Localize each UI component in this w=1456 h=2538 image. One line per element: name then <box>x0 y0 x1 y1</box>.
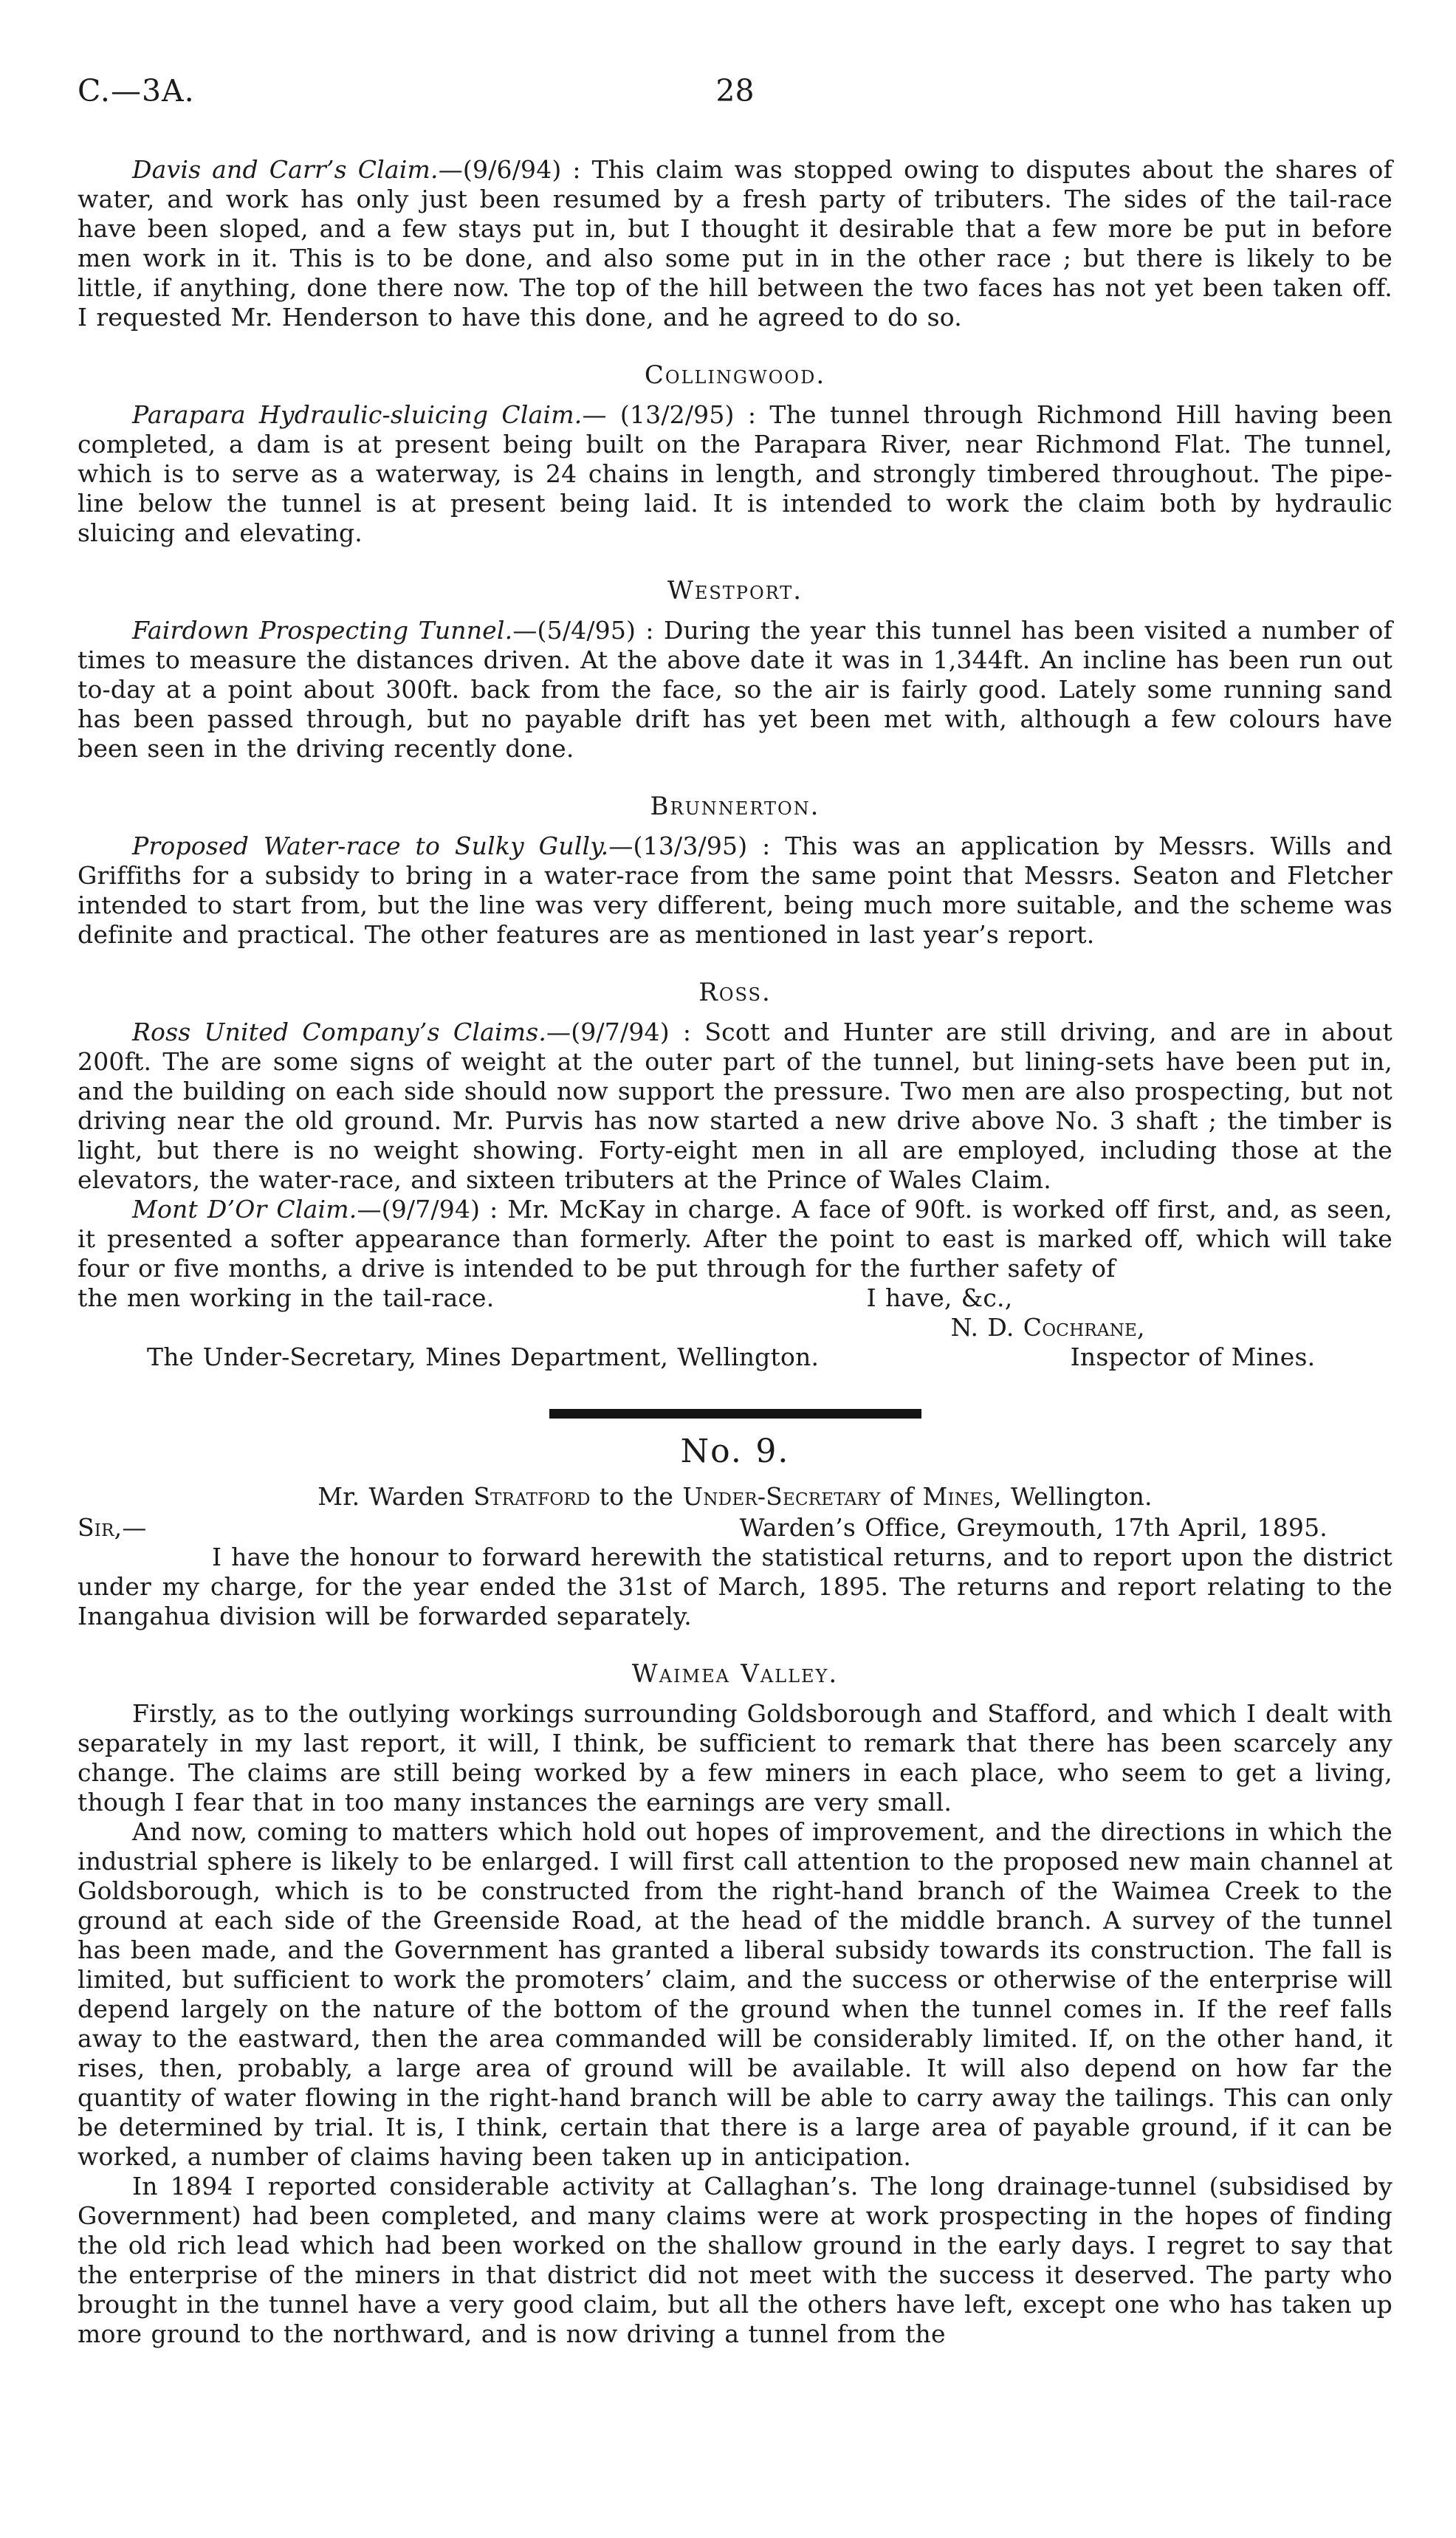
plain-text: ,— <box>114 1513 147 1542</box>
addressee: The Under-Secretary, Mines Department, Wellington. <box>147 1342 820 1371</box>
paragraph: I have the honour to forward herewith the statistical returns, and to report upon the district under my charge, for the year ended the 31st of March, 1895. The returns and report relating to the Inangahua division will be forwarded separately. <box>78 1543 1393 1630</box>
plain-text: Mr. Warden <box>317 1482 474 1511</box>
signature-title: Inspector of Mines. <box>1070 1342 1316 1371</box>
section-heading: Waimea Valley. <box>631 1659 839 1689</box>
section-heading: Collingwood. <box>644 360 826 390</box>
claim-name: Fairdown Prospecting Tunnel. <box>132 616 513 645</box>
section-heading: Ross. <box>698 978 772 1007</box>
section-heading: Westport. <box>667 576 803 606</box>
signoff-row <box>78 1283 1393 1313</box>
paragraph: Proposed Water-race to Sulky Gully.—(13/3/95) : This was an application by Messrs. Wills and Griffiths for a subsidy to bring in a water-race from the same point that Messrs. Seaton and Fletcher intended to start from, but the line was very different, being much more suitable, and the scheme was definite and practical. The other features are as mentioned in last year’s report. <box>78 831 1393 949</box>
paragraph-last-line: the men working in the tail-race. <box>78 1283 495 1312</box>
valediction: I have, &c., <box>866 1283 1013 1312</box>
plain-text: to the <box>590 1482 683 1511</box>
claim-name: Proposed Water-race to Sulky Gully. <box>132 831 609 860</box>
signature-name <box>951 1313 1393 1342</box>
document-byline <box>78 1482 1393 1512</box>
claim-name: Ross United Company’s Claims. <box>132 1018 547 1046</box>
smallcaps-text: Under-Secretary <box>682 1482 881 1511</box>
paragraph: And now, coming to matters which hold out hopes of improvement, and the directions in which the industrial sphere is likely to be enlarged. I will first call attention to the proposed new main channel at Goldsborough, which is to be constructed from the right-hand branch of the Waimea Creek to the ground at each side of the Greenside Road, at the head of the middle branch. A survey of the tunnel has been made, and the Government has granted a liberal subsidy towards its construction. The fall is limited, but sufficient to work the promoters’ claim, and the success or otherwise of the enterprise will depend largely on the nature of the bottom of the ground when the tunnel comes in. If the reef falls away to the eastward, then the area commanded will be considerably limited. If, on the other hand, it rises, then, probably, a large area of ground will be available. It will also depend on how far the quantity of water flowing in the right-hand branch will be able to carry away the tailings. This can only be determined by trial. It is, I think, certain that there is a large area of payable ground, if it can be worked, a number of claims having been taken up in anticipation. <box>78 1817 1393 2171</box>
smallcaps-text: Sir <box>78 1513 114 1542</box>
running-head <box>78 72 1393 114</box>
document-content <box>78 155 1393 2349</box>
claim-name: Parapara Hydraulic-sluicing Claim. <box>132 400 583 429</box>
page-number: 28 <box>715 73 755 109</box>
plain-text: N. D. <box>950 1313 1023 1342</box>
paragraph: Ross United Company’s Claims.—(9/7/94) : Scott and Hunter are still driving, and are in about 200ft. The are some signs of weight at the outer part of the tunnel, but lining-sets have been put in, and the building on each side should now support the pressure. Two men are also prospecting, but not driving near the old ground. Mr. Purvis has now started a new drive above No. 3 shaft ; the timber is light, but there is no weight showing. Forty-eight men in all are employed, including those at the elevators, the water-race, and sixteen tributers at the Prince of Wales Claim. <box>78 1018 1393 1194</box>
smallcaps-text: Stratford <box>473 1482 591 1511</box>
paragraph: Fairdown Prospecting Tunnel.—(5/4/95) : During the year this tunnel has been visited a number of times to measure the distances driven. At the above date it was in 1,344ft. An incline has been run out to-day at a point about 300ft. back from the face, so the air is fairly good. Lately some running sand has been passed through, but no payable drift has yet been met with, although a few colours have been seen in the driving recently done. <box>78 616 1393 763</box>
salutation <box>78 1513 147 1543</box>
paragraph: Firstly, as to the outlying workings surrounding Goldsborough and Stafford, and which I dealt with separately in my last report, it will, I think, be sufficient to remark that there has been scarcely any change. The claims are still being worked by a few miners in each place, who seem to get a living, though I fear that in too many instances the earnings are very small. <box>78 1699 1393 1817</box>
section-divider-rule <box>549 1409 921 1419</box>
smallcaps-text: Cochrane <box>1023 1313 1137 1342</box>
office-dateline: Warden’s Office, Greymouth, 17th April, 1895. <box>739 1513 1328 1542</box>
paragraph: In 1894 I reported considerable activity at Callaghan’s. The long drainage-tunnel (subsidised by Government) had been completed, and many claims were at work prospecting in the hopes of finding the old rich lead which had been worked on the shallow ground in the early days. I regret to say that the enterprise of the miners in that district did not meet with the success it deserved. The party who brought in the tunnel have a very good claim, but all the others have left, except one who has taken up more ground to the northward, and is now driving a tunnel from the <box>78 2172 1393 2348</box>
paragraph: Mont D’Or Claim.—(9/7/94) : Mr. McKay in charge. A face of 90ft. is worked off first, and, as seen, it presented a softer appearance than formerly. After the point to east is marked off, which will take four or five months, a drive is intended to be put through for the further safety of <box>78 1195 1393 1283</box>
smallcaps-text: Mines <box>922 1482 994 1511</box>
plain-text: , Wellington. <box>994 1482 1153 1511</box>
paragraph: Parapara Hydraulic-sluicing Claim.— (13/2/95) : The tunnel through Richmond Hill having been completed, a dam is at present being built on the Parapara River, near Richmond Flat. The tunnel, which is to serve as a waterway, is 24 chains in length, and strongly timbered throughout. The pipe-line below the tunnel is at present being laid. It is intended to work the claim both by hydraulic sluicing and elevating. <box>78 400 1393 547</box>
claim-name: Davis and Carr’s Claim. <box>132 155 439 184</box>
section-heading: Brunnerton. <box>650 792 820 821</box>
document-number-heading: No. 9. <box>680 1433 790 1470</box>
plain-text: , <box>1137 1313 1145 1342</box>
salutation-row <box>78 1513 1393 1543</box>
address-row <box>78 1342 1393 1372</box>
plain-text: of <box>880 1482 923 1511</box>
paragraph: Davis and Carr’s Claim.—(9/6/94) : This claim was stopped owing to disputes about the shares of water, and work has only just been resumed by a fresh party of tributers. The sides of the tail-race have been sloped, and a few stays put in, but I thought it desirable that a few more be put in before men work in it. This is to be done, and also some put in in the other race ; but there is likely to be little, if anything, done there now. The top of the hill between the two faces has not yet been taken off. I requested Mr. Henderson to have this done, and he agreed to do so. <box>78 155 1393 332</box>
claim-name: Mont D’Or Claim. <box>132 1195 357 1224</box>
report-series-code: C.—3A. <box>78 73 195 109</box>
